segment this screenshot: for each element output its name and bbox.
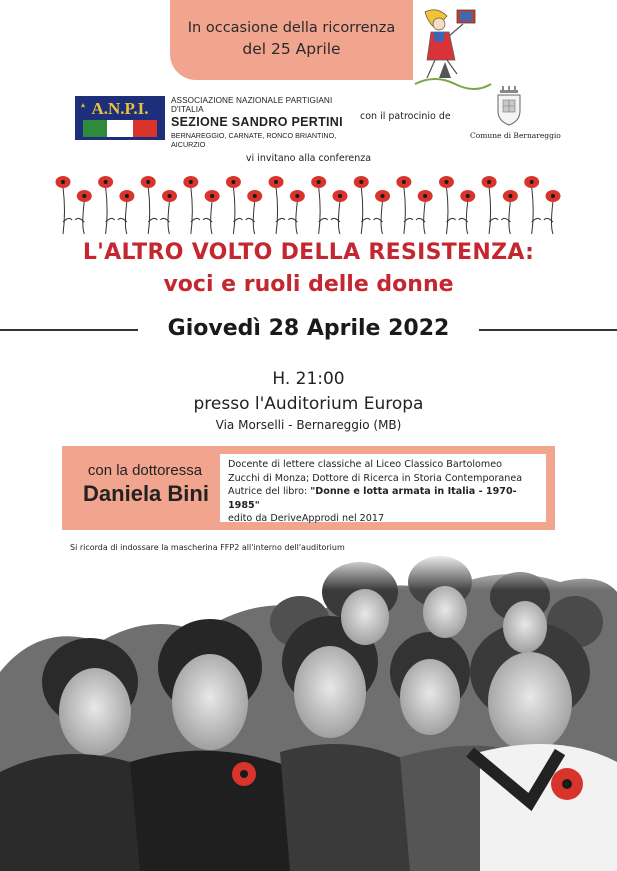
speaker-bio <box>220 454 546 525</box>
poppy-stem <box>552 201 554 234</box>
poppy-center <box>359 180 363 184</box>
event-address: Via Morselli - Bernareggio (MB) <box>215 418 402 432</box>
bio-line-4: edito da DeriveApprodi nel 2017 <box>228 513 385 525</box>
anpi-logo-text: A.N.P.I. <box>91 99 149 118</box>
poppy-stem <box>253 201 255 234</box>
poppy-center <box>508 194 512 198</box>
poppy-stem <box>532 187 534 234</box>
poppy-stem <box>361 187 363 234</box>
poppy-center <box>487 180 491 184</box>
poppy-center <box>274 180 278 184</box>
poppy-stem <box>191 187 193 234</box>
poppy-stem <box>509 201 511 234</box>
poppy-center <box>551 194 555 198</box>
poppy-center <box>168 194 172 198</box>
invitation-line: vi invitano alla conferenza <box>245 153 372 164</box>
poppy-stem <box>125 201 127 234</box>
poppy-center <box>125 194 129 198</box>
occasion-banner <box>170 0 413 80</box>
poppy-center <box>189 180 193 184</box>
poppy-center <box>231 180 235 184</box>
bio-book-title: "Donne e lotta armata in Italia - 1970-1985" <box>228 486 517 511</box>
poppy-stem <box>276 187 278 234</box>
poppy-stem <box>106 187 108 234</box>
poppy-stem <box>404 187 406 234</box>
poppy-center <box>530 180 534 184</box>
occasion-line-2: del 25 Aprile <box>242 40 341 58</box>
poppy-stem <box>489 187 491 234</box>
poppy-center <box>210 194 214 198</box>
poppy-stem <box>148 187 150 234</box>
women-resistance-photo <box>0 552 617 871</box>
poppy-center <box>402 180 406 184</box>
event-time: H. 21:00 <box>272 369 345 389</box>
date-rule-right <box>479 329 617 331</box>
poppy-center <box>104 180 108 184</box>
anpi-logo <box>75 96 165 140</box>
anpi-section-text <box>171 96 346 149</box>
anpi-association-name: ASSOCIAZIONE NAZIONALE PARTIGIANI D'ITALIA <box>171 96 333 114</box>
bio-line-3 <box>228 485 538 512</box>
poppy-stem <box>63 187 65 234</box>
poppy-center <box>295 194 299 198</box>
comune-name: Comune di Bernareggio <box>470 131 561 140</box>
poppy-stem <box>381 201 383 234</box>
poppy-center <box>338 194 342 198</box>
poppy-center <box>253 194 257 198</box>
poppy-center <box>444 180 448 184</box>
poppy-stem <box>168 201 170 234</box>
poppy-stem <box>466 201 468 234</box>
poppy-stem <box>211 201 213 234</box>
poppy-stem <box>424 201 426 234</box>
bio-line-2: Zucchi di Monza; Dottore di Ricerca in Storia Contemporanea <box>228 472 523 484</box>
poppy-center <box>466 194 470 198</box>
conference-subtitle: voci e ruoli delle donne <box>163 272 454 297</box>
comune-crest-icon <box>494 86 524 126</box>
poppy-center <box>146 180 150 184</box>
poppy-stem <box>233 187 235 234</box>
speaker-name: Daniela Bini <box>83 481 209 506</box>
event-date: Giovedì 28 Aprile 2022 <box>167 316 450 341</box>
poppy-stem <box>338 201 340 234</box>
event-venue: presso l'Auditorium Europa <box>193 394 424 414</box>
bio-book-prefix: Autrice del libro: <box>228 486 311 498</box>
poppy-stem <box>446 187 448 234</box>
mask-reminder: Si ricorda di indossare la mascherina FFP2 all'interno dell'auditorium <box>70 543 345 552</box>
poppy-center <box>61 180 65 184</box>
poppy-stem <box>83 201 85 234</box>
poppy-border-illustration <box>55 170 561 236</box>
speaker-intro: con la dottoressa <box>87 462 203 479</box>
poppy-center <box>317 180 321 184</box>
patronage-text: con il patrocinio de <box>360 111 451 122</box>
conference-title: L'ALTRO VOLTO DELLA RESISTENZA: <box>82 240 535 265</box>
poppy-center <box>381 194 385 198</box>
poppy-center <box>423 194 427 198</box>
poppy-stem <box>319 187 321 234</box>
anpi-section-name: SEZIONE SANDRO PERTINI <box>171 115 343 129</box>
anpi-towns: BERNAREGGIO, CARNATE, RONCO BRIANTINO, AICURZIO <box>171 131 337 149</box>
poppy-center <box>82 194 86 198</box>
girl-drawing-illustration <box>405 2 497 98</box>
occasion-line-1: In occasione della ricorrenza <box>187 20 396 36</box>
bio-line-1: Docente di lettere classiche al Liceo Classico Bartolomeo <box>228 459 502 470</box>
poppy-stem <box>296 201 298 234</box>
